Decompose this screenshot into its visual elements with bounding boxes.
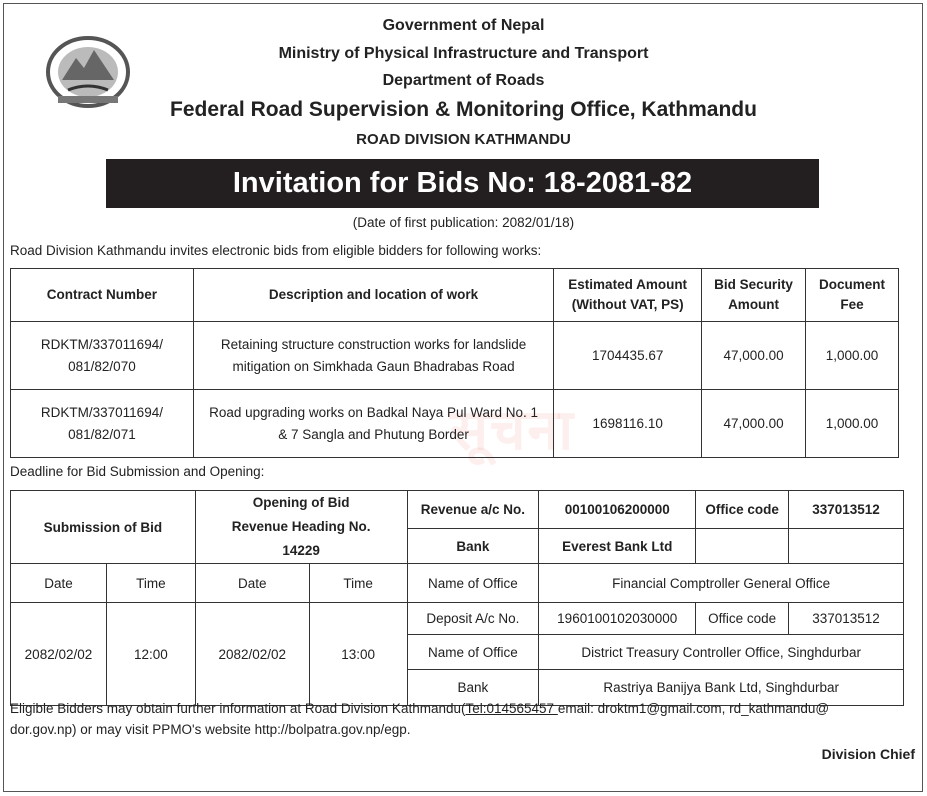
table-row — [11, 603, 904, 635]
table-row — [11, 564, 904, 603]
document-fee: 1,000.00 — [806, 390, 899, 458]
estimated-amount: 1704435.67 — [554, 322, 702, 390]
submission-of-bid-header: Submission of Bid — [11, 491, 196, 564]
empty-cell — [696, 529, 789, 564]
bank-value: Rastriya Banijya Bank Ltd, Singhdurbar — [539, 670, 904, 706]
revenue-ac-label: Revenue a/c No. — [407, 491, 539, 529]
header-division: ROAD DIVISION KATHMANDU — [356, 131, 571, 148]
name-of-office-value: District Treasury Controller Office, Singhdurbar — [539, 635, 904, 670]
submission-date: 2082/02/02 — [11, 603, 107, 706]
header-department: Department of Roads — [382, 72, 545, 89]
name-of-office-value: Financial Comptroller General Office — [539, 564, 904, 603]
office-code-label: Office code — [696, 491, 789, 529]
work-description: Road upgrading works on Badkal Naya Pul Ward No. 1 & 7 Sangla and Phutung Border — [193, 390, 553, 458]
name-of-office-label: Name of Office — [407, 564, 539, 603]
footer-info: Eligible Bidders may obtain further information at Road Division Kathmandu(Tel:014565457 email: droktm1@gmail.com, rd_kathmandu@ dor.gov.np) or may visit PPMO's website http://bolpatra.gov.np/egp. — [10, 701, 830, 737]
open-date-header: Date — [195, 564, 309, 603]
signature: Division Chief — [821, 746, 915, 762]
header-office: Federal Road Supervision & Monitoring Office, Kathmandu — [170, 98, 757, 121]
col-bid-security: Bid Security Amount — [702, 269, 806, 322]
name-of-office-label: Name of Office — [407, 635, 539, 670]
publication-date: (Date of first publication: 2082/01/18) — [352, 215, 575, 230]
opening-of-bid-header: Opening of Bid Revenue Heading No. 14229 — [195, 491, 407, 564]
document-fee: 1,000.00 — [806, 322, 899, 390]
col-contract-number: Contract Number — [11, 269, 194, 322]
deposit-ac-value: 1960100102030000 — [539, 603, 696, 635]
open-time-header: Time — [309, 564, 407, 603]
col-description: Description and location of work — [193, 269, 553, 322]
page-title: Invitation for Bids No: 18-2081-82 — [106, 159, 819, 208]
header-government: Government of Nepal — [382, 17, 545, 34]
col-estimated-amount: Estimated Amount (Without VAT, PS) — [554, 269, 702, 322]
deposit-ac-label: Deposit A/c No. — [407, 603, 539, 635]
tel-link[interactable]: Tel:014565457 — [465, 701, 558, 716]
bank-value: Everest Bank Ltd — [539, 529, 696, 564]
col-document-fee: Document Fee — [806, 269, 899, 322]
intro-text: Road Division Kathmandu invites electronic bids from eligible bidders for following works: — [10, 243, 542, 258]
watermark: सूचना — [450, 398, 575, 461]
bid-security: 47,000.00 — [702, 322, 806, 390]
work-description: Retaining structure construction works for landslide mitigation on Simkhada Gaun Bhadrabas Road — [193, 322, 553, 390]
deadline-table — [10, 490, 904, 706]
bank-label: Bank — [407, 529, 539, 564]
table-row — [11, 390, 899, 458]
deadline-label: Deadline for Bid Submission and Opening: — [10, 464, 265, 479]
contract-number: RDKTM/337011694/ 081/82/070 — [11, 322, 194, 390]
bank-label: Bank — [407, 670, 539, 706]
sub-date-header: Date — [11, 564, 107, 603]
sub-time-header: Time — [106, 564, 195, 603]
table-row — [11, 491, 904, 529]
bid-security: 47,000.00 — [702, 390, 806, 458]
submission-time: 12:00 — [106, 603, 195, 706]
header-ministry: Ministry of Physical Infrastructure and Transport — [278, 45, 649, 62]
office-code-value: 337013512 — [789, 491, 904, 529]
opening-date: 2082/02/02 — [195, 603, 309, 706]
office-code-label: Office code — [696, 603, 789, 635]
contract-number: RDKTM/337011694/ 081/82/071 — [11, 390, 194, 458]
works-table — [10, 268, 899, 458]
empty-cell — [789, 529, 904, 564]
table-row — [11, 322, 899, 390]
revenue-ac-value: 00100106200000 — [539, 491, 696, 529]
table-header-row — [11, 269, 899, 322]
estimated-amount: 1698116.10 — [554, 390, 702, 458]
opening-time: 13:00 — [309, 603, 407, 706]
office-code-value: 337013512 — [789, 603, 904, 635]
